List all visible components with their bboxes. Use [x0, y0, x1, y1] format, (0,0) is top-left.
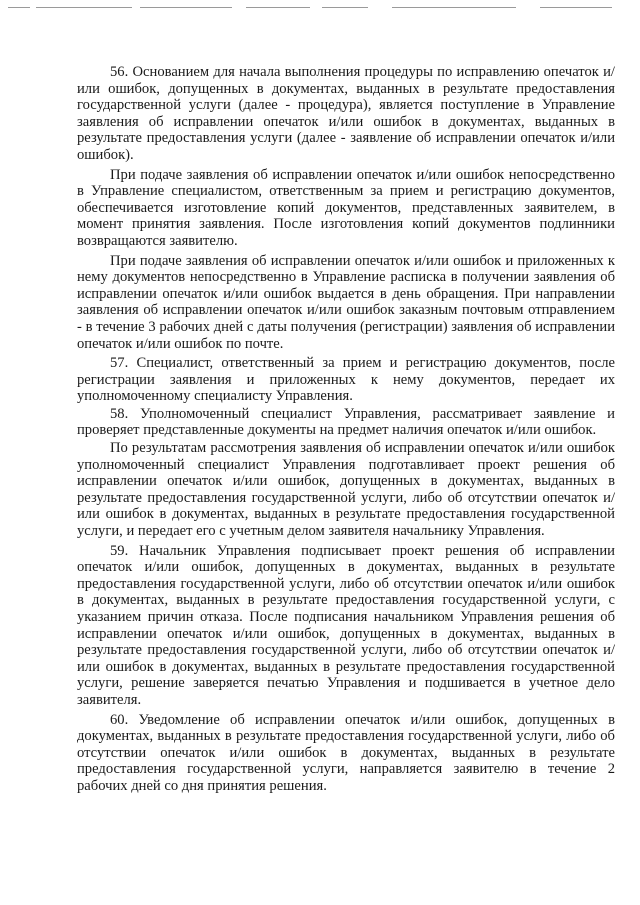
paragraph-59: 59. Начальник Управления подписывает проект решения об исправлении опечаток и/или ошибок, допущенных в документах, выданных в результате предоставления государственной услуги, либо об отсутствии опечаток и/или ошибок в документах, выданных в результате предоставления государственной услуги, с указанием причин отказа. После подписания начальником Управления решения об исправлении опечаток и/или ошибок, допущенных в документах, выданных в результате предоставления государственной услуги, либо об отсутствии опечаток и/или ошибок в документах, выданных в результате предоставления государственной услуги, решение заверяется печатью Управления и подшивается в учетное дело заявителя. — [77, 542, 615, 708]
scan-artifact-line — [322, 7, 368, 8]
paragraph-56-in-person-submission: При подаче заявления об исправлении опечаток и/или ошибок непосредственно в Управление специалистом, ответственным за прием и регистрацию документов, обеспечивается изготовление копий документов, представленных заявителем, в момент принятия заявления. После изготовления копий документов подлинники возвращаются заявителю. — [77, 166, 615, 249]
paragraph-58: 58. Уполномоченный специалист Управления, рассматривает заявление и проверяет представленные документы на предмет наличия опечаток и/или ошибок. — [77, 405, 615, 439]
paragraph-56: 56. Основанием для начала выполнения процедуры по исправлению опечаток и/или ошибок, допущенных в документах, выданных в результате предоставления государственной услуги (далее - процедура), является поступление в Управление заявления об исправлении опечаток и/или ошибок в документах, выданных в результате предоставления услуги (далее - заявление об исправлении опечаток и/или ошибок). — [77, 64, 615, 163]
scan-artifact-line — [36, 7, 132, 8]
paragraph-56-receipt: При подаче заявления об исправлении опечаток и/или ошибок и приложенных к нему документов непосредственно в Управление расписка в получении заявления об исправлении опечаток и/или ошибок выдается в день обращения. При направлении заявления об исправлении опечаток и/или ошибок заказным почтовым отправлением - в течение 3 рабочих дней с даты получения (регистрации) заявления об исправлении опечаток и/или ошибок по почте. — [77, 252, 615, 352]
scan-artifact-line — [540, 7, 612, 8]
scan-artifact-line — [392, 7, 516, 8]
document-body — [77, 64, 615, 798]
paragraph-58-review-results: По результатам рассмотрения заявления об исправлении опечаток и/или ошибок уполномоченный специалист Управления подготавливает проект решения об исправлении опечаток и/или ошибок, допущенных в документах, выданных в результате предоставления государственной услуги, либо об отсутствии опечаток и/или ошибок в документах, выданных в результате предоставления государственной услуги, и передает его с учетным делом заявителя начальнику Управления. — [77, 440, 615, 540]
scan-artifact-line — [140, 7, 232, 8]
scan-artifact-line — [246, 7, 310, 8]
scan-artifact-line — [8, 7, 30, 8]
paragraph-57: 57. Специалист, ответственный за прием и регистрацию документов, после регистрации заявления и приложенных к нему документов, передает их уполномоченному специалисту Управления. — [77, 355, 615, 405]
paragraph-60: 60. Уведомление об исправлении опечаток и/или ошибок, допущенных в документах, выданных в результате предоставления государственной услуги, либо об отсутствии опечаток и/или ошибок в документах, выданных в результате предоставления государственной услуги, направляется заявителю в течение 2 рабочих дней со дня принятия решения. — [77, 711, 615, 794]
